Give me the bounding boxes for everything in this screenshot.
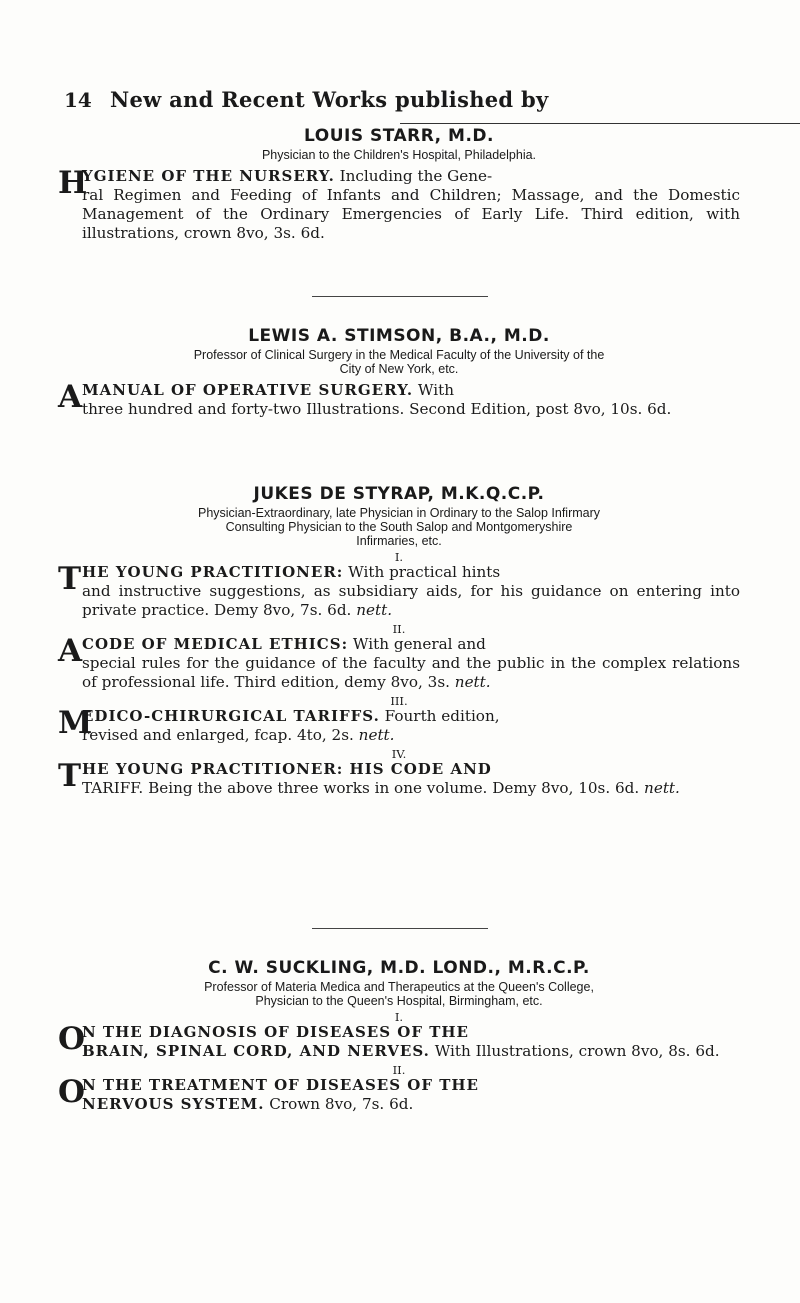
book-description: revised and enlarged, fcap. 4to, 2s. <box>82 726 354 744</box>
book-entry <box>58 563 740 620</box>
work-numeral: I. <box>394 550 404 564</box>
work-numeral: II. <box>392 1063 406 1077</box>
book-entry <box>58 1023 740 1061</box>
drop-cap: T <box>58 758 82 794</box>
book-title: CODE OF MEDICAL ETHICS: <box>82 635 349 653</box>
head-rule <box>400 123 800 124</box>
author-affiliation: Physician to the Queen's Hospital, Birmingham, etc. <box>255 994 543 1008</box>
book-description: Crown 8vo, 7s. 6d. <box>264 1095 414 1113</box>
book-title: N THE DIAGNOSIS OF DISEASES OF THE <box>82 1023 469 1041</box>
starr-block <box>58 126 740 243</box>
running-head <box>64 86 736 120</box>
book-description: TARIFF. Being the above three works in one volume. Demy 8vo, 10s. 6d. <box>82 779 640 797</box>
author-name: JUKES DE STYRAP, M.K.Q.C.P. <box>253 484 545 504</box>
book-description: special rules for the guidance of the faculty and the public in the complex relations of professional life. Third edition, demy 8vo, 3s. <box>82 654 740 691</box>
book-description: With Illustrations, crown 8vo, 8s. 6d. <box>429 1042 720 1060</box>
book-title: HE YOUNG PRACTITIONER: HIS CODE AND <box>82 760 492 778</box>
stimson-block <box>58 326 740 419</box>
book-description-start: With general and <box>348 635 486 653</box>
book-description-start: With practical hints <box>343 563 501 581</box>
author-affiliation: Infirmaries, etc. <box>356 534 442 548</box>
book-title-continued: NERVOUS SYSTEM. <box>82 1095 265 1113</box>
drop-cap: T <box>58 561 82 597</box>
drop-cap: A <box>58 633 83 669</box>
running-title: New and Recent Works published by <box>110 87 549 112</box>
styrap-block <box>58 484 740 798</box>
book-description-start: Fourth edition, <box>379 707 500 725</box>
author-affiliation: Professor of Clinical Surgery in the Medical Faculty of the University of the <box>193 348 605 362</box>
price-note: nett. <box>454 673 491 691</box>
suckling-block <box>58 958 740 1114</box>
book-description-start: With <box>413 381 454 399</box>
price-note: nett. <box>356 601 393 619</box>
book-description: ral Regimen and Feeding of Infants and Children; Massage, and the Domestic Management of the Ordinary Emergencies of Early Life. Third edition, with illustrations, crown 8vo, 3s. 6d. <box>82 186 740 242</box>
work-numeral: II. <box>392 622 406 636</box>
book-entry <box>58 635 740 692</box>
book-description: three hundred and forty-two Illustrations. Second Edition, post 8vo, 10s. 6d. <box>82 400 672 418</box>
drop-cap: A <box>58 379 83 415</box>
author-name: LOUIS STARR, M.D. <box>304 126 494 146</box>
author-name: LEWIS A. STIMSON, B.A., M.D. <box>248 326 550 346</box>
work-numeral: I. <box>394 1010 404 1024</box>
drop-cap: O <box>58 1021 86 1057</box>
book-description: and instructive suggestions, as subsidiary aids, for his guidance on entering into private practice. Demy 8vo, 7s. 6d. <box>82 582 740 619</box>
book-entry <box>58 707 740 745</box>
book-entry <box>58 1076 740 1114</box>
drop-cap: M <box>58 705 93 741</box>
book-description-start: Including the Gene- <box>334 167 493 185</box>
work-numeral: IV. <box>391 747 407 761</box>
price-note: nett. <box>358 726 395 744</box>
author-name: C. W. SUCKLING, M.D. LOND., M.R.C.P. <box>208 958 590 978</box>
section-divider <box>312 296 488 297</box>
author-affiliation: City of New York, etc. <box>339 362 459 376</box>
book-title: YGIENE OF THE NURSERY. <box>82 167 335 185</box>
book-entry <box>58 381 740 419</box>
work-numeral: III. <box>390 694 408 708</box>
book-entry <box>58 760 740 798</box>
price-note: nett. <box>644 779 680 797</box>
drop-cap: O <box>58 1074 86 1110</box>
author-affiliation: Professor of Materia Medica and Therapeutics at the Queen's College, <box>204 980 594 994</box>
author-affiliation: Physician-Extraordinary, late Physician in Ordinary to the Salop Infirmary <box>197 506 601 520</box>
section-divider <box>312 928 488 929</box>
book-title: HE YOUNG PRACTITIONER: <box>82 563 344 581</box>
book-entry <box>58 167 740 243</box>
author-affiliation: Physician to the Children's Hospital, Philadelphia. <box>261 148 537 162</box>
drop-cap: H <box>58 165 88 201</box>
book-title-continued: BRAIN, SPINAL CORD, AND NERVES. <box>82 1042 430 1060</box>
page-number: 14 <box>64 88 92 112</box>
book-title: MANUAL OF OPERATIVE SURGERY. <box>82 381 414 399</box>
book-title: N THE TREATMENT OF DISEASES OF THE <box>82 1076 479 1094</box>
author-affiliation: Consulting Physician to the South Salop and Montgomeryshire <box>225 520 573 534</box>
book-title: EDICO-CHIRURGICAL TARIFFS. <box>82 707 380 725</box>
